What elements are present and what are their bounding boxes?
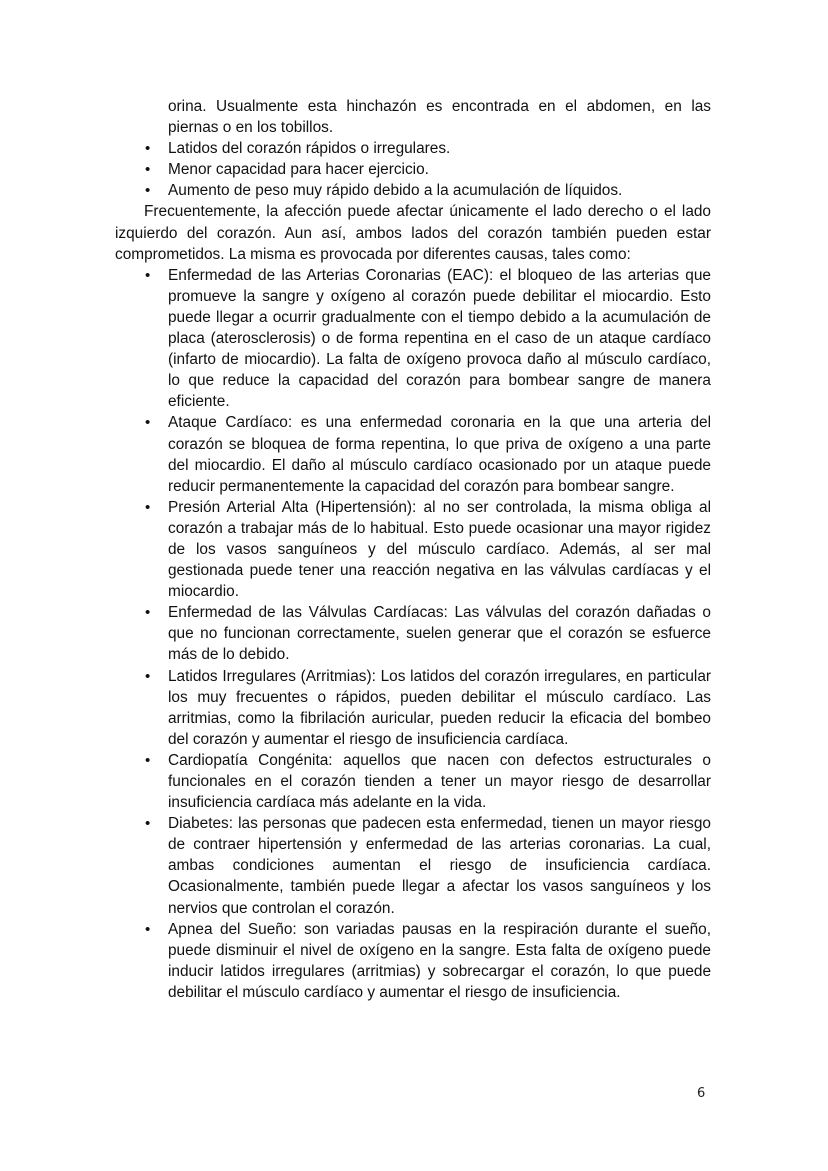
cause-item — [115, 602, 711, 665]
cause-item — [115, 412, 711, 496]
cause-item — [115, 265, 711, 413]
cause-item — [115, 666, 711, 750]
bullet-icon: • — [145, 266, 151, 284]
bullet-icon: • — [145, 140, 151, 158]
cause-text: Ataque Cardíaco: es una enfermedad coronaria en la que una arteria del corazón se bloquea de forma repentina, lo que priva de oxígeno a una parte del miocardio. El daño al músculo cardíaco ocasionado por un ataque puede reducir permanentemente la capacidad del corazón para bombear sangre. — [168, 414, 711, 495]
continuation-text: orina. Usualmente esta hinchazón es encontrada en el abdomen, en las piernas o en los tobillos. — [168, 98, 711, 137]
bullet-icon: • — [145, 182, 151, 200]
cause-text: Enfermedad de las Arterias Coronarias (EAC): el bloqueo de las arterias que promueve la sangre y oxígeno al corazón puede debilitar el miocardio. Esto puede llegar a ocurrir gradualmente con el tiempo debido a la acumulación de placa (aterosclerosis) o de forma repentina en el caso de un ataque cardíaco (infarto de miocardio). La falta de oxígeno provoca daño al músculo cardíaco, lo que reduce la capacidad del corazón para bombear sangre de manera eficiente. — [168, 266, 711, 411]
symptom-text: Latidos del corazón rápidos o irregulares. — [168, 140, 451, 158]
cause-text: Diabetes: las personas que padecen esta enfermedad, tienen un mayor riesgo de contraer hipertensión y enfermedad de las arterias coronarias. La cual, ambas condiciones aumentan el riesgo de insuficiencia cardíaca. Ocasionalmente, también puede llegar a afectar los vasos sanguíneos y los nervios que controlan el corazón. — [168, 815, 711, 917]
bullet-icon: • — [145, 414, 151, 432]
bullet-icon: • — [145, 604, 151, 622]
bullet-icon: • — [145, 161, 151, 179]
cause-item — [115, 813, 711, 918]
symptom-item — [115, 180, 711, 201]
causes-list — [115, 265, 711, 1003]
symptom-item — [115, 138, 711, 159]
bullet-icon: • — [145, 498, 151, 516]
symptom-text: Aumento de peso muy rápido debido a la acumulación de líquidos. — [168, 182, 623, 200]
bullet-icon: • — [145, 815, 151, 833]
symptom-item — [115, 159, 711, 180]
bullet-icon: • — [145, 920, 151, 938]
symptom-text: Menor capacidad para hacer ejercicio. — [168, 161, 429, 179]
cause-item — [115, 497, 711, 602]
cause-text: Enfermedad de las Válvulas Cardíacas: Las válvulas del corazón dañadas o que no funcionan correctamente, suelen generar que el corazón se esfuerce más de lo debido. — [168, 604, 711, 664]
cause-item — [115, 919, 711, 1003]
bullet-icon: • — [145, 751, 151, 769]
cause-text: Cardiopatía Congénita: aquellos que nacen con defectos estructurales o funcionales en el corazón tienden a tener un mayor riesgo de desarrollar insuficiencia cardíaca más adelante en la vida. — [168, 751, 711, 812]
cause-text: Latidos Irregulares (Arritmias): Los latidos del corazón irregulares, en particular los muy frecuentes o rápidos, pueden debilitar el músculo cardíaco. Las arritmias, como la fibrilación auricular, pueden reducir la eficacia del bombeo del corazón y aumentar el riesgo de insuficiencia cardíaca. — [168, 667, 711, 748]
page-content — [115, 96, 711, 1003]
cause-text: Apnea del Sueño: son variadas pausas en la respiración durante el sueño, puede disminuir el nivel de oxígeno en la sangre. Esta falta de oxígeno puede inducir latidos irregulares (arritmias) y sobrecargar el corazón, lo que puede debilitar el músculo cardíaco y aumentar el riesgo de insuficiencia. — [168, 920, 711, 1001]
intro-paragraph: Frecuentemente, la afección puede afectar únicamente el lado derecho o el lado izquierdo del corazón. Aun así, ambos lados del corazón también pueden estar comprometidos. La misma es provocada por diferentes causas, tales como: — [115, 203, 711, 263]
cause-text: Presión Arterial Alta (Hipertensión): al no ser controlada, la misma obliga al corazón a trabajar más de lo habitual. Esto puede ocasionar una mayor rigidez de los vasos sanguíneos y del músculo cardíaco. Además, al ser mal gestionada puede tener una reacción negativa en las válvulas cardíacas y el miocardio. — [168, 498, 711, 601]
page-number: 6 — [697, 1086, 706, 1101]
cause-item — [115, 750, 711, 813]
symptom-list — [115, 138, 711, 201]
bullet-icon: • — [145, 667, 151, 685]
